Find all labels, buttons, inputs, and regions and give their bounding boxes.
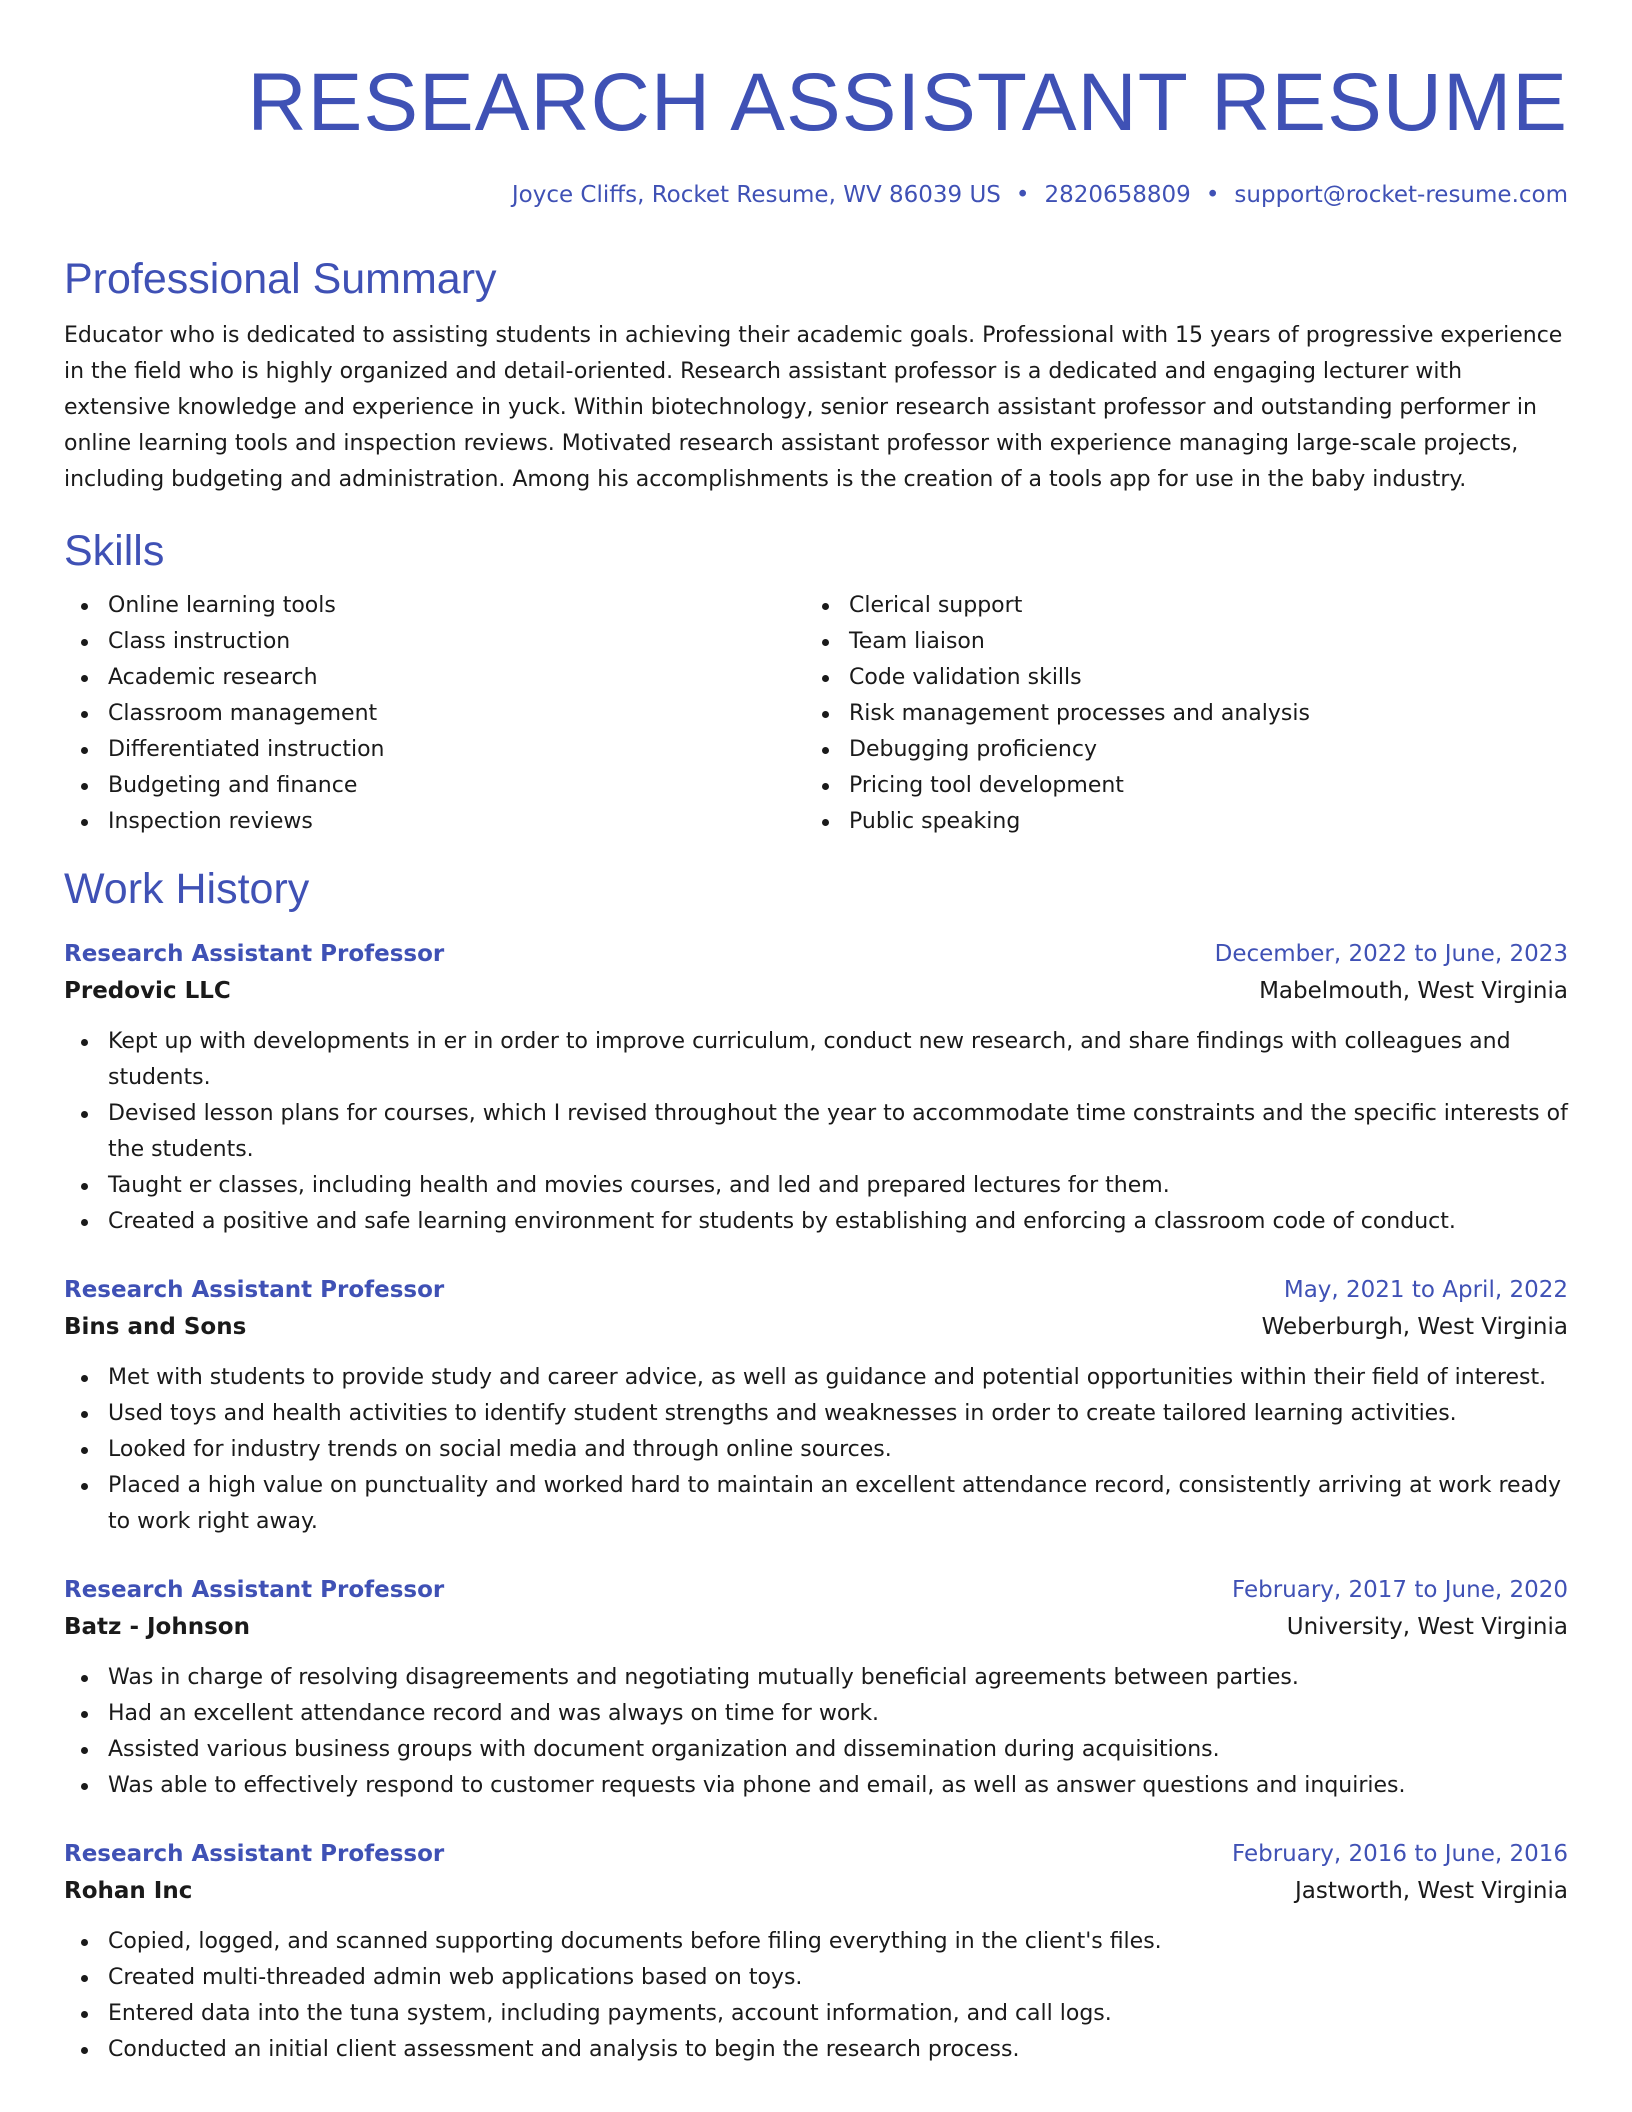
work-history-heading: Work History xyxy=(64,865,310,913)
job-duties xyxy=(64,1660,1568,1804)
job-title-row xyxy=(64,1272,1568,1308)
skill-item: Clerical support xyxy=(805,588,1546,624)
skill-item: Code validation skills xyxy=(805,660,1546,696)
job-duty: Created a positive and safe learning environment for students by establishing and enforcing a classroom code of conduct. xyxy=(64,1204,1568,1240)
skills-column-right xyxy=(805,588,1546,840)
job-duty: Used toys and health activities to identify student strengths and weaknesses in order to create tailored learning activities. xyxy=(64,1396,1568,1432)
resume-title: RESEARCH ASSISTANT RESUME xyxy=(247,57,1568,148)
job-title-row xyxy=(64,1836,1568,1872)
job-location: University, West Virginia xyxy=(1286,1614,1568,1640)
job-duty: Kept up with developments in er in order to improve curriculum, conduct new research, and share findings with colleagues and students. xyxy=(64,1024,1568,1096)
job-dates: February, 2017 to June, 2020 xyxy=(1231,1577,1568,1603)
job-entry xyxy=(64,1836,1568,2068)
job-duties xyxy=(64,1024,1568,1240)
job-duty: Entered data into the tuna system, including payments, account information, and call logs. xyxy=(64,1996,1568,2032)
contact-phone: 2820658809 xyxy=(1044,182,1191,208)
skills-list-left xyxy=(64,588,805,840)
skills-list-right xyxy=(805,588,1546,840)
skill-item: Differentiated instruction xyxy=(64,732,805,768)
summary-text: Educator who is dedicated to assisting students in achieving their academic goals. Professional with 15 years of progressive experience in the field who is highly organized and detail-oriented. Research assistant professor is a dedicated and engaging lecturer with extensive knowledge and experience in yuck. Within biotechnology, senior research assistant professor and outstanding performer in online learning tools and inspection reviews. Motivated research assistant professor with experience managing large-scale projects, including budgeting and administration. Among his accomplishments is the creation of a tools app for use in the baby industry. xyxy=(64,323,1563,492)
job-company: Rohan Inc xyxy=(64,1878,193,1904)
skill-item: Team liaison xyxy=(805,624,1546,660)
job-duty: Looked for industry trends on social media and through online sources. xyxy=(64,1432,1568,1468)
job-title-row xyxy=(64,1572,1568,1608)
job-duties xyxy=(64,1924,1568,2068)
job-location: Jastworth, West Virginia xyxy=(1294,1878,1568,1904)
contact-separator: • xyxy=(1015,182,1030,208)
job-company-row xyxy=(64,1608,1568,1646)
job-duty: Placed a high value on punctuality and worked hard to maintain an excellent attendance record, consistently arriving at work ready to work right away. xyxy=(64,1468,1568,1540)
job-dates: February, 2016 to June, 2016 xyxy=(1231,1841,1568,1867)
job-title: Research Assistant Professor xyxy=(64,1277,445,1303)
job-location: Weberburgh, West Virginia xyxy=(1261,1314,1568,1340)
skill-item: Inspection reviews xyxy=(64,804,805,840)
job-entry xyxy=(64,936,1568,1240)
job-dates: December, 2022 to June, 2023 xyxy=(1214,941,1568,967)
job-duty: Had an excellent attendance record and was always on time for work. xyxy=(64,1696,1568,1732)
job-duty: Was in charge of resolving disagreements and negotiating mutually beneficial agreements between parties. xyxy=(64,1660,1568,1696)
summary-heading: Professional Summary xyxy=(64,255,497,303)
job-entry xyxy=(64,1572,1568,1804)
skills-column-left xyxy=(64,588,805,840)
job-company-row xyxy=(64,1308,1568,1346)
job-duty: Created multi-threaded admin web applications based on toys. xyxy=(64,1960,1568,1996)
job-duty: Devised lesson plans for courses, which I revised throughout the year to accommodate time constraints and the specific interests of the students. xyxy=(64,1096,1568,1168)
job-title-row xyxy=(64,936,1568,972)
skill-item: Budgeting and finance xyxy=(64,768,805,804)
job-title: Research Assistant Professor xyxy=(64,1577,445,1603)
job-company-row xyxy=(64,1872,1568,1910)
job-company: Batz - Johnson xyxy=(64,1614,250,1640)
job-company: Bins and Sons xyxy=(64,1314,247,1340)
job-duty: Met with students to provide study and career advice, as well as guidance and potential opportunities within their field of interest. xyxy=(64,1360,1568,1396)
job-entry xyxy=(64,1272,1568,1540)
skill-item: Pricing tool development xyxy=(805,768,1546,804)
job-company: Predovic LLC xyxy=(64,978,231,1004)
skills-grid xyxy=(64,588,1568,840)
job-title: Research Assistant Professor xyxy=(64,941,445,967)
contact-email: support@rocket-resume.com xyxy=(1234,182,1568,208)
skill-item: Academic research xyxy=(64,660,805,696)
skill-item: Class instruction xyxy=(64,624,805,660)
skill-item: Classroom management xyxy=(64,696,805,732)
skill-item: Online learning tools xyxy=(64,588,805,624)
skill-item: Risk management processes and analysis xyxy=(805,696,1546,732)
job-duty: Conducted an initial client assessment and analysis to begin the research process. xyxy=(64,2032,1568,2068)
job-location: Mabelmouth, West Virginia xyxy=(1259,978,1568,1004)
skills-heading: Skills xyxy=(64,527,165,575)
job-duty: Was able to effectively respond to customer requests via phone and email, as well as answer questions and inquiries. xyxy=(64,1768,1568,1804)
contact-address: Joyce Cliffs, Rocket Resume, WV 86039 US xyxy=(511,182,1001,208)
job-duty: Assisted various business groups with document organization and dissemination during acquisitions. xyxy=(64,1732,1568,1768)
contact-separator: • xyxy=(1205,182,1220,208)
skill-item: Debugging proficiency xyxy=(805,732,1546,768)
job-dates: May, 2021 to April, 2022 xyxy=(1283,1277,1568,1303)
job-duties xyxy=(64,1360,1568,1540)
skill-item: Public speaking xyxy=(805,804,1546,840)
job-title: Research Assistant Professor xyxy=(64,1841,445,1867)
job-duty: Copied, logged, and scanned supporting documents before filing everything in the client's files. xyxy=(64,1924,1568,1960)
contact-line xyxy=(64,180,1568,210)
job-duty: Taught er classes, including health and movies courses, and led and prepared lectures for them. xyxy=(64,1168,1568,1204)
job-company-row xyxy=(64,972,1568,1010)
